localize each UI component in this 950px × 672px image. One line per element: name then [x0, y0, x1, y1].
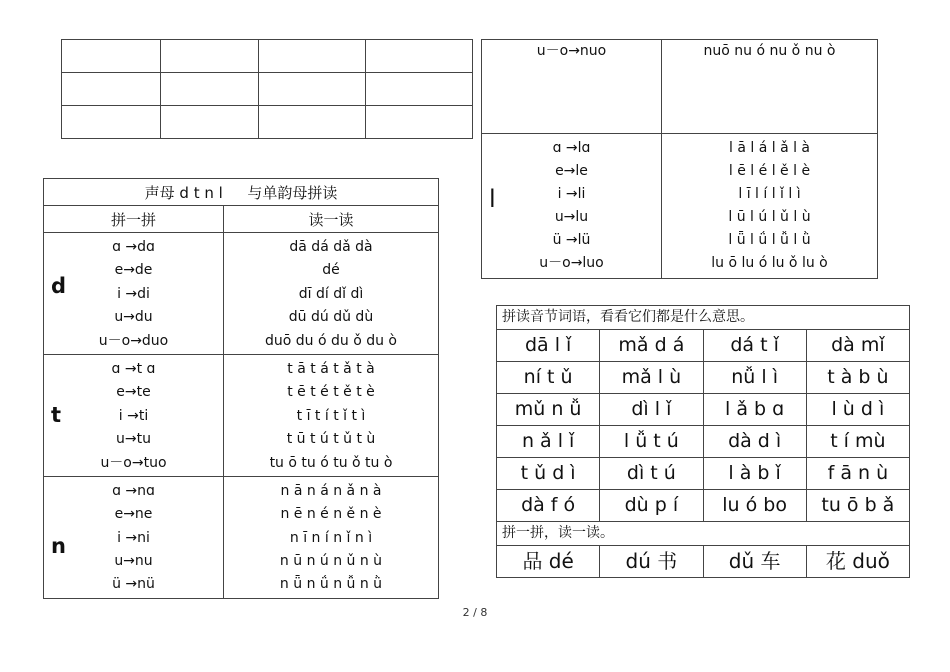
spell-line: u－o→luo — [539, 255, 604, 271]
group-t-row — [44, 354, 439, 476]
spell-line: u→tu — [116, 431, 151, 448]
word-cell: f ā n ù — [806, 458, 909, 490]
final-word-cell: dǔ 车 — [703, 546, 806, 578]
initial-letter-d: d — [51, 274, 67, 298]
word-row — [497, 330, 910, 362]
empty-grid-row — [62, 73, 473, 106]
word-cell: t à b ù — [806, 362, 909, 394]
word-cell: l ù d ì — [806, 394, 909, 426]
empty-grid-table — [61, 39, 473, 139]
word-row — [497, 490, 910, 522]
final-word-cell: 花 duǒ — [806, 546, 909, 578]
word-cell: dì t ú — [600, 458, 703, 490]
read-line: n ā n á n ǎ n à — [280, 482, 382, 499]
empty-cell — [62, 106, 161, 139]
read-line: l ē l é l ě l è — [728, 163, 811, 179]
word-cell: dù p í — [600, 490, 703, 522]
spell-line: e→de — [114, 262, 153, 279]
spell-line: u→du — [114, 309, 153, 326]
read-line: tu ō tu ó tu ǒ tu ò — [269, 454, 393, 471]
word-row — [497, 394, 910, 426]
empty-cell — [62, 40, 161, 73]
final-row — [497, 546, 910, 578]
read-line: n ī n í n ǐ n ì — [289, 529, 373, 546]
initial-letter-n: n — [51, 533, 66, 558]
word-cell: dà f ó — [497, 490, 600, 522]
word-cell: dà mǐ — [806, 330, 909, 362]
group-d-read — [224, 233, 439, 355]
spell-line: i →ti — [118, 407, 149, 424]
spell-line: ɑ →lɑ — [552, 140, 591, 156]
nuo-read-cell — [662, 40, 878, 134]
group-n-row — [44, 476, 439, 598]
word-cell: tu ō b ǎ — [806, 490, 909, 522]
final-word-cell: dú 书 — [600, 546, 703, 578]
word-cell: l ǚ t ú — [600, 426, 703, 458]
read-line: l ū l ú l ǔ l ù — [728, 209, 811, 225]
word-cell: mǎ l ù — [600, 362, 703, 394]
spell-line: e→ne — [114, 506, 153, 523]
spell-line: u→lu — [554, 209, 589, 225]
empty-cell — [161, 73, 259, 106]
spell-line: ü →nü — [112, 576, 155, 593]
read-line: l ā l á l ǎ l à — [728, 140, 811, 156]
empty-cell — [62, 73, 161, 106]
read-line: dū dú dǔ dù — [288, 309, 374, 326]
word-cell: nǚ l ì — [703, 362, 806, 394]
group-d-row — [44, 233, 439, 355]
spell-line: ü →lü — [552, 232, 591, 248]
word-cell: lu ó bo — [703, 490, 806, 522]
word-cell: mǎ d á — [600, 330, 703, 362]
word-cell: l à b ǐ — [703, 458, 806, 490]
word-cell: mǔ n ǚ — [497, 394, 600, 426]
word-cell: dà d ì — [703, 426, 806, 458]
read-line: n ǖ n ǘ n ǚ n ǜ — [279, 576, 383, 593]
read-line: nuō nu ó nu ǒ nu ò — [703, 43, 836, 59]
spell-line: e→le — [555, 163, 588, 179]
empty-cell — [259, 106, 366, 139]
read-line: n ū n ú n ǔ n ù — [279, 553, 383, 570]
col-header-spell: 拼一拼 — [44, 206, 224, 233]
page-number: 2 / 8 — [462, 606, 488, 619]
dtn-syllable-table — [43, 178, 439, 599]
spell-line: u－o→nuo — [536, 43, 607, 59]
empty-cell — [161, 106, 259, 139]
read-line: l ǖ l ǘ l ǚ l ǜ — [728, 232, 811, 248]
spell-line: ɑ →nɑ — [112, 482, 155, 499]
l-read-cell — [662, 134, 878, 279]
initial-letter-l: l — [489, 185, 496, 213]
group-n-spell — [44, 476, 224, 598]
spell-line: i →di — [117, 285, 150, 302]
final-word-cell: 品 dé — [497, 546, 600, 578]
instruction-text: 拼读音节词语，看看它们都是什么意思。 — [497, 306, 910, 330]
l-spell-cell — [482, 134, 662, 279]
read-line: n ē n é n ě n è — [280, 506, 382, 523]
spell-line: i →li — [557, 186, 586, 202]
word-cell: dì l ǐ — [600, 394, 703, 426]
spell-line: ɑ →t ɑ — [111, 360, 156, 377]
empty-cell — [366, 73, 473, 106]
nuo-row — [482, 40, 878, 134]
read-line: t ē t é t ě t è — [287, 384, 375, 401]
group-d-spell — [44, 233, 224, 355]
read-line: dé — [322, 262, 340, 279]
empty-cell — [259, 73, 366, 106]
title-row — [44, 179, 439, 206]
empty-cell — [366, 40, 473, 73]
instruction-row — [497, 306, 910, 330]
read-line: dā dá dǎ dà — [289, 239, 373, 255]
word-row — [497, 362, 910, 394]
header-row — [44, 206, 439, 233]
empty-cell — [259, 40, 366, 73]
l-group-row — [482, 134, 878, 279]
read-line: duō du ó du ǒ du ò — [264, 332, 397, 349]
read-line: lu ō lu ó lu ǒ lu ò — [711, 255, 828, 271]
group-t-spell — [44, 354, 224, 476]
empty-cell — [366, 106, 473, 139]
read-line: dī dí dǐ dì — [298, 285, 364, 302]
empty-cell — [161, 40, 259, 73]
read-line: t ū t ú t ǔ t ù — [286, 431, 376, 448]
word-cell: n ǎ l ǐ — [497, 426, 600, 458]
spell-line: u－o→duo — [98, 332, 169, 349]
word-cell: t í mù — [806, 426, 909, 458]
word-cell: dā l ǐ — [497, 330, 600, 362]
pinyin-words-table — [496, 305, 910, 578]
word-cell: ní t ǔ — [497, 362, 600, 394]
table-title: 声母 d t n l 与单韵母拼读 — [44, 179, 439, 206]
instruction2-text: 拼一拼，读一读。 — [497, 522, 910, 546]
initial-letter-t: t — [51, 402, 62, 427]
instruction2-row — [497, 522, 910, 546]
spell-line: u→nu — [114, 553, 153, 570]
word-row — [497, 458, 910, 490]
word-cell: t ǔ d ì — [497, 458, 600, 490]
read-line: t ā t á t ǎ t à — [287, 360, 375, 377]
empty-grid-row — [62, 106, 473, 139]
nuo-spell-cell — [482, 40, 662, 134]
spell-line: ɑ →dɑ — [112, 239, 155, 255]
l-syllable-table — [481, 39, 878, 279]
word-row — [497, 426, 910, 458]
read-line: l ī l í l ǐ l ì — [738, 186, 801, 202]
group-t-read — [224, 354, 439, 476]
empty-grid-row — [62, 40, 473, 73]
read-line: t ī t í t ǐ t ì — [296, 407, 366, 424]
spell-line: e→te — [116, 384, 151, 401]
spell-line: i →ni — [117, 529, 150, 546]
group-n-read — [224, 476, 439, 598]
word-cell: l ǎ b ɑ — [703, 394, 806, 426]
word-cell: dá t ǐ — [703, 330, 806, 362]
col-header-read: 读一读 — [224, 206, 439, 233]
spell-line: u－o→tuo — [100, 454, 167, 471]
